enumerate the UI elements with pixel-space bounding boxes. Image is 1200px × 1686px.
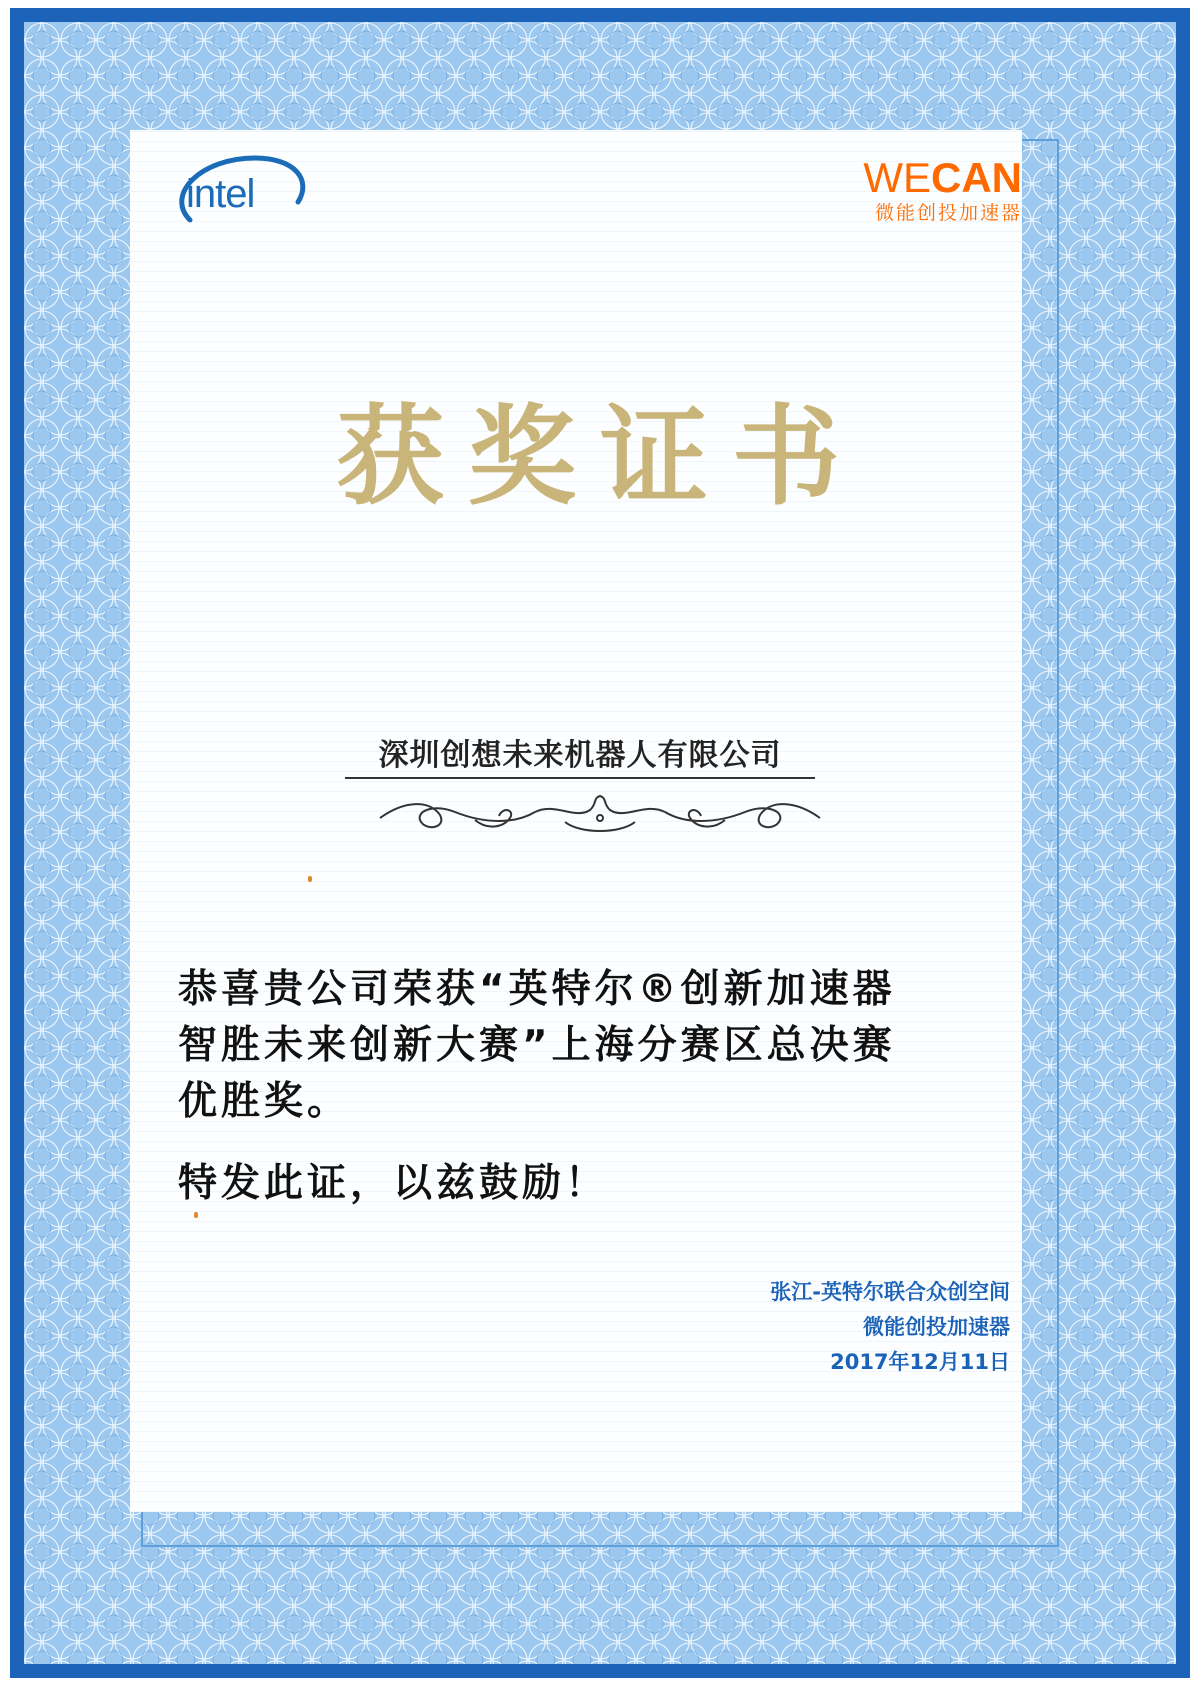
issue-date: 2017年12月11日 — [830, 1350, 1010, 1374]
recipient-underline — [345, 777, 815, 779]
certificate-title: 获奖证书 — [335, 394, 864, 520]
issuer-signature — [770, 1275, 1010, 1380]
award-line-1: 恭喜贵公司荣获“英特尔®创新加速器 — [178, 967, 896, 1012]
wecan-wordmark — [863, 155, 1022, 201]
award-line-3: 优胜奖。 — [178, 1079, 351, 1124]
paper-speck — [194, 1212, 198, 1218]
award-statement — [178, 962, 1018, 1130]
wecan-suffix: CAN — [931, 154, 1022, 201]
wecan-subtitle: 微能创投加速器 — [874, 202, 1022, 224]
issuer-org-1: 张江-英特尔联合众创空间 — [770, 1280, 1010, 1304]
wecan-logo — [863, 155, 1022, 225]
issuer-org-2: 微能创投加速器 — [863, 1315, 1010, 1339]
ornamental-flourish — [375, 790, 825, 840]
closing-statement: 特发此证，以兹鼓励！ — [178, 1161, 609, 1206]
wecan-prefix: WE — [863, 154, 931, 201]
award-line-2: 智胜未来创新大赛”上海分赛区总决赛 — [178, 1023, 896, 1068]
intel-wordmark: intel — [186, 172, 255, 216]
intel-logo — [170, 150, 320, 260]
paper-speck — [308, 876, 312, 882]
recipient-name: 深圳创想未来机器人有限公司 — [378, 738, 782, 773]
